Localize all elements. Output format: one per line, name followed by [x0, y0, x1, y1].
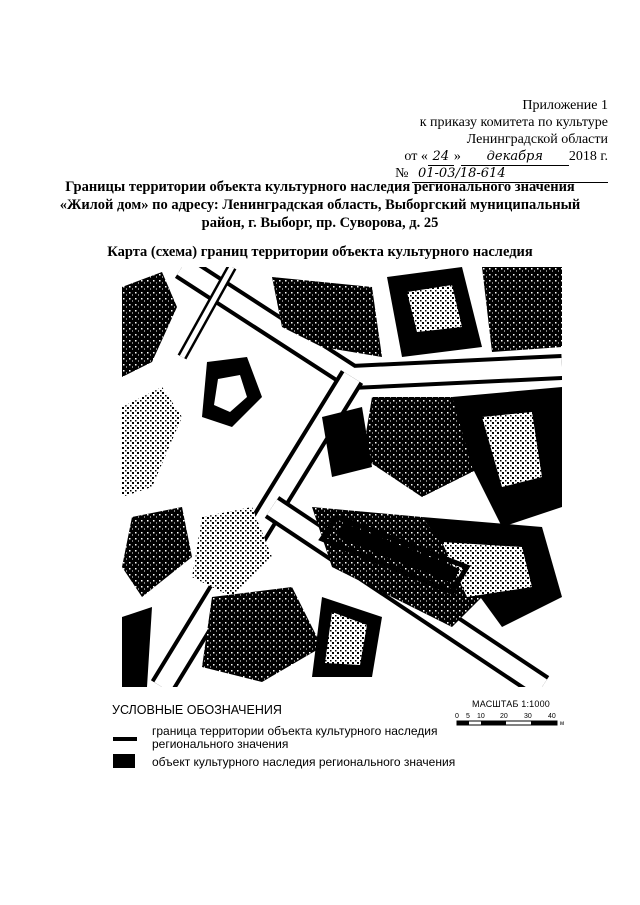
appendix-order-line: к приказу комитета по культуре	[419, 115, 608, 130]
appendix-date	[404, 148, 608, 166]
scale-tick-40: 40	[548, 713, 556, 720]
scale-tick-10: 10	[477, 713, 485, 720]
document-title-line1: Границы территории объекта культурного наследия регионального значения	[65, 179, 575, 195]
legend-boundary-label: граница территории объекта культурного наследия регионального значения	[152, 724, 438, 751]
legend-heading: УСЛОВНЫЕ ОБОЗНАЧЕНИЯ	[112, 703, 282, 717]
legend-object-symbol	[113, 754, 135, 768]
date-mid: »	[453, 149, 461, 164]
number-prefix: №	[395, 166, 409, 181]
scale-unit: м	[560, 721, 565, 727]
scale-tick-0: 0	[455, 713, 459, 720]
legend-object-label: объект культурного наследия регионального значения	[152, 755, 456, 769]
document-title-line3: район, г. Выборг, пр. Суворова, д. 25	[201, 215, 439, 231]
number-value: 01-03/18-614	[412, 165, 608, 183]
aerial-map	[122, 267, 562, 687]
map-title: Карта (схема) границ территории объекта культурного наследия	[107, 244, 533, 260]
scale-tick-5: 5	[466, 713, 470, 720]
date-day: 24	[428, 148, 454, 166]
scale-tick-20: 20	[500, 713, 508, 720]
legend-boundary-symbol	[113, 737, 137, 741]
date-year: 2018 г.	[568, 149, 608, 164]
scale-title: МАСШТАБ 1:1000	[472, 699, 550, 709]
date-month: декабря	[461, 148, 569, 166]
appendix-region-line: Ленинградской области	[466, 132, 608, 147]
date-prefix: от «	[404, 149, 428, 164]
scale-bar	[452, 710, 570, 732]
appendix-label: Приложение 1	[522, 98, 608, 113]
scale-tick-30: 30	[524, 713, 532, 720]
document-title-line2: «Жилой дом» по адресу: Ленинградская область, Выборгский муниципальный	[59, 197, 581, 213]
